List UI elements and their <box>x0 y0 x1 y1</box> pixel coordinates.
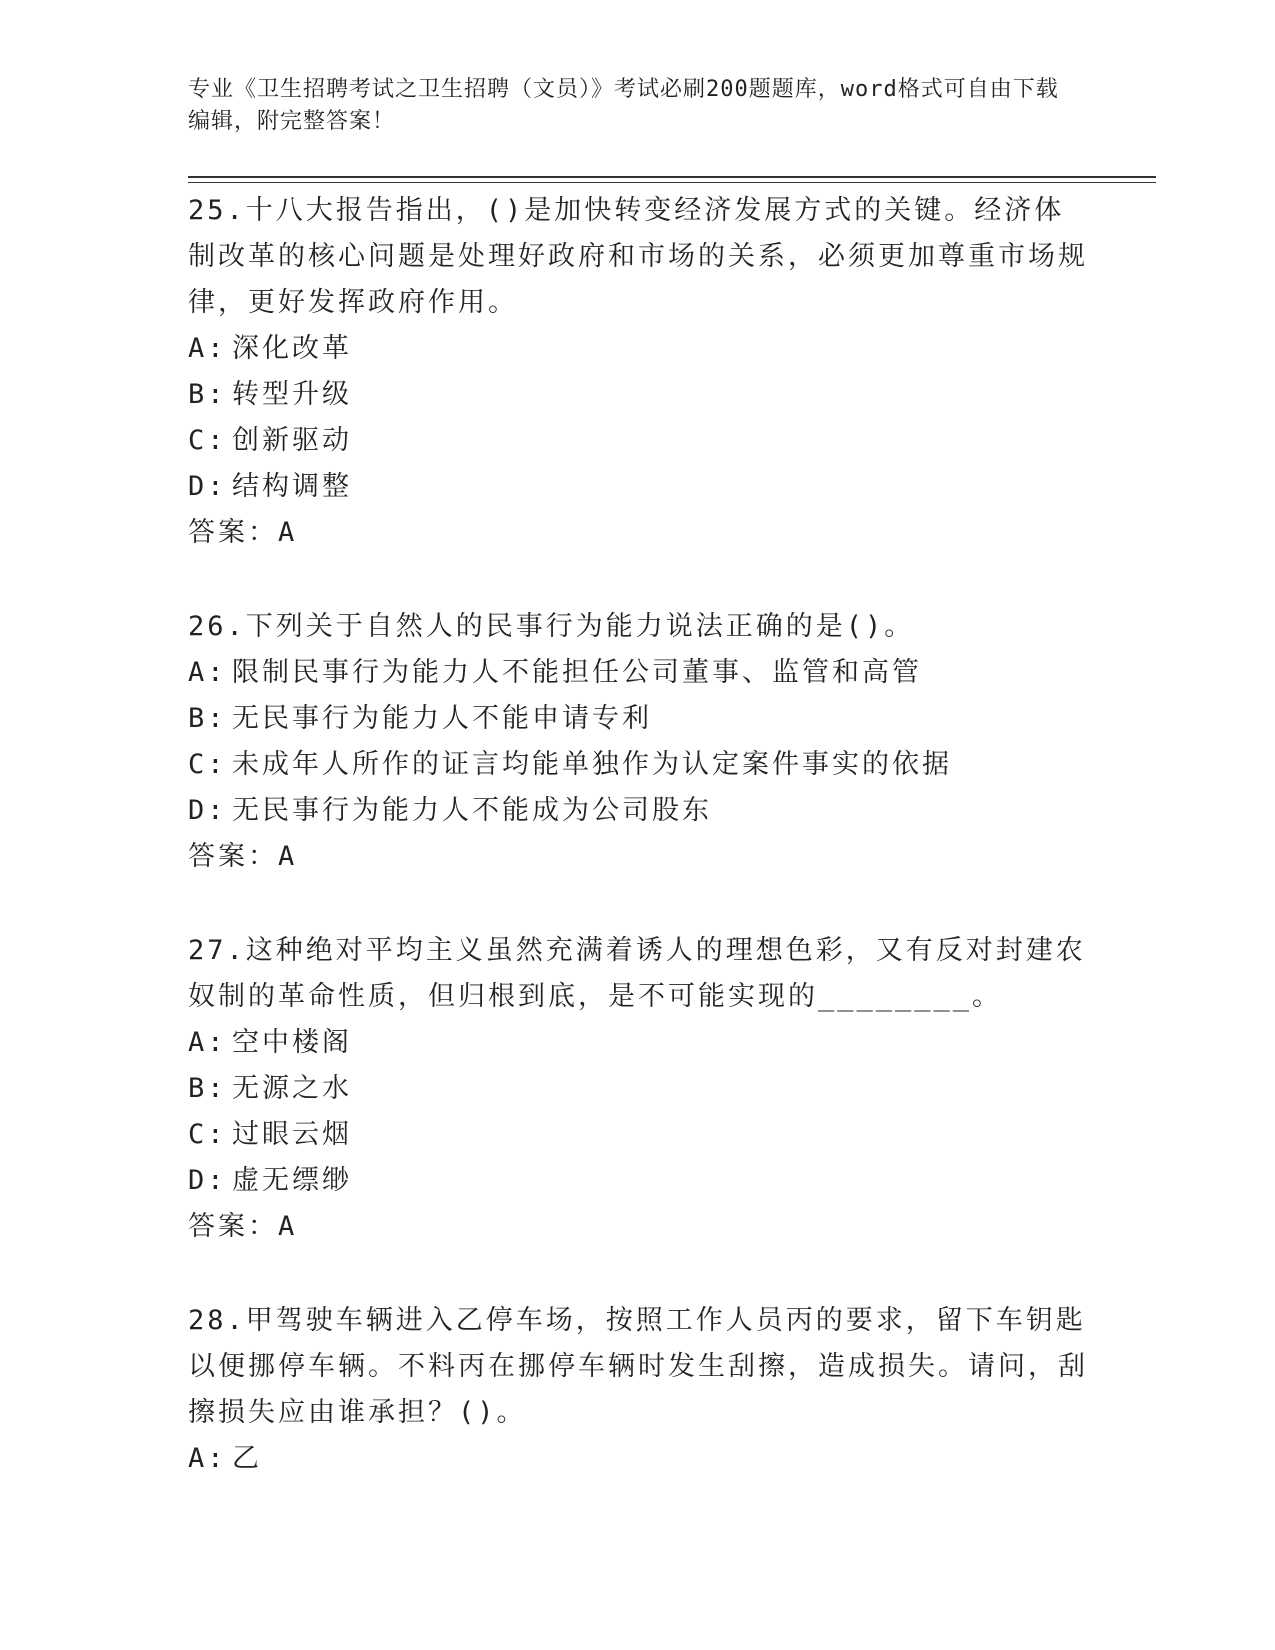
question-26 <box>188 604 1088 880</box>
answer-line: 答案：A <box>188 517 298 548</box>
option-d <box>188 464 1088 510</box>
option-c <box>188 418 1088 464</box>
option-c <box>188 742 1088 788</box>
question-stem: 28.甲驾驶车辆进入乙停车场，按照工作人员丙的要求，留下车钥匙以便挪停车辆。不料丙在挪停车辆时发生刮擦，造成损失。请问，刮擦损失应由谁承担？()。 <box>188 1305 1088 1428</box>
option-key: D: <box>188 795 227 826</box>
option-text: 过眼云烟 <box>232 1119 352 1150</box>
option-b <box>188 696 1088 742</box>
answer-line: 答案：A <box>188 841 298 872</box>
option-b <box>188 1066 1088 1112</box>
question-list <box>188 188 1088 1482</box>
option-key: B: <box>188 703 227 734</box>
option-text: 未成年人所作的证言均能单独作为认定案件事实的依据 <box>232 749 952 780</box>
option-text: 乙 <box>232 1443 262 1474</box>
option-a <box>188 1436 1088 1482</box>
option-key: D: <box>188 471 227 502</box>
question-stem: 25.十八大报告指出，()是加快转变经济发展方式的关键。经济体制改革的核心问题是处理好政府和市场的关系，必须更加尊重市场规律，更好发挥政府作用。 <box>188 195 1088 318</box>
option-a <box>188 326 1088 372</box>
question-25 <box>188 188 1088 556</box>
option-text: 无源之水 <box>232 1073 352 1104</box>
option-key: B: <box>188 1073 227 1104</box>
option-key: A: <box>188 657 227 688</box>
option-text: 虚无缥缈 <box>232 1165 352 1196</box>
option-key: B: <box>188 379 227 410</box>
header-divider-thin <box>188 182 1156 183</box>
header-divider-thick <box>188 176 1156 178</box>
option-key: A: <box>188 1443 227 1474</box>
option-key: C: <box>188 749 227 780</box>
question-stem: 26.下列关于自然人的民事行为能力说法正确的是()。 <box>188 611 915 642</box>
question-28 <box>188 1298 1088 1482</box>
option-b <box>188 372 1088 418</box>
option-text: 转型升级 <box>232 379 352 410</box>
option-c <box>188 1112 1088 1158</box>
question-stem: 27.这种绝对平均主义虽然充满着诱人的理想色彩，又有反对封建农奴制的革命性质，但归根到底，是不可能实现的________。 <box>188 935 1086 1012</box>
option-d <box>188 788 1088 834</box>
option-d <box>188 1158 1088 1204</box>
option-key: D: <box>188 1165 227 1196</box>
option-key: C: <box>188 425 227 456</box>
option-text: 限制民事行为能力人不能担任公司董事、监管和高管 <box>232 657 922 688</box>
answer-line: 答案：A <box>188 1211 298 1242</box>
option-a <box>188 650 1088 696</box>
option-text: 无民事行为能力人不能成为公司股东 <box>232 795 712 826</box>
document-header: 专业《卫生招聘考试之卫生招聘（文员）》考试必刷200题题库，word格式可自由下载编辑，附完整答案！ <box>188 77 1059 134</box>
option-text: 结构调整 <box>232 471 352 502</box>
option-key: A: <box>188 1027 227 1058</box>
option-text: 创新驱动 <box>232 425 352 456</box>
option-key: C: <box>188 1119 227 1150</box>
option-text: 无民事行为能力人不能申请专利 <box>232 703 652 734</box>
option-key: A: <box>188 333 227 364</box>
option-text: 深化改革 <box>232 333 352 364</box>
option-a <box>188 1020 1088 1066</box>
option-text: 空中楼阁 <box>232 1027 352 1058</box>
question-27 <box>188 928 1088 1250</box>
